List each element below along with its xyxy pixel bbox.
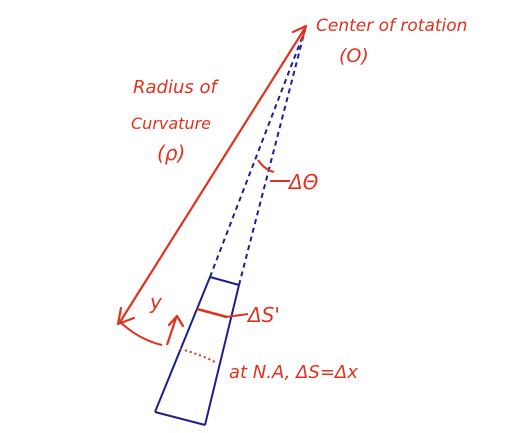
radius-arrow — [118, 26, 306, 345]
arc-length-strip — [197, 309, 227, 317]
beam-top-edge — [210, 277, 239, 285]
radius-label-line2: Curvature — [131, 114, 211, 133]
right-dashed-line — [239, 30, 305, 285]
center-symbol-label: (O) — [339, 45, 369, 67]
neutral-axis-arc — [180, 349, 217, 363]
arc-length-label: ΔS' — [248, 303, 280, 327]
neutral-axis-label: at N.A, ΔS=Δx — [229, 362, 358, 383]
radius-label-line1: Radius of — [133, 77, 217, 98]
arc-length-leader — [226, 314, 248, 317]
beam-bottom-edge — [155, 412, 205, 425]
beam-element — [155, 277, 239, 425]
y-axis-label: y — [150, 290, 162, 314]
beam-left-edge — [155, 277, 210, 412]
center-of-rotation-label: Center of rotation — [316, 16, 468, 36]
beam-right-edge — [205, 285, 239, 425]
angle-label: ΔΘ — [289, 170, 319, 194]
y-axis-arrow — [167, 316, 183, 345]
radius-hook-mark — [120, 322, 162, 345]
left-dashed-line — [210, 30, 305, 277]
radius-symbol-label: (ρ) — [157, 141, 186, 165]
